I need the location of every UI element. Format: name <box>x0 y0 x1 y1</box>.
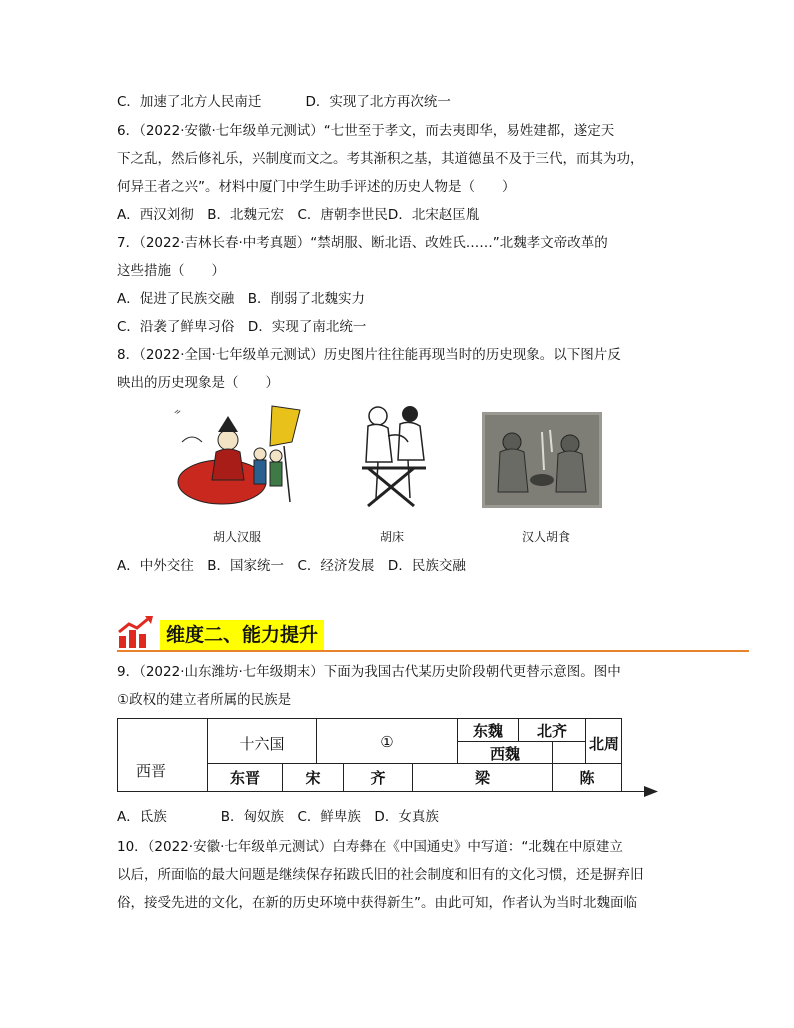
svg-text:ᨀ: ᨀ <box>174 407 182 417</box>
q8-caption-3: 汉人胡食 <box>522 530 571 544</box>
rising-chart-icon <box>117 614 155 650</box>
q7-options-cd: C．沿袭了鲜卑习俗 D．实现了南北统一 <box>117 319 367 335</box>
q10-stem-line2: 以后，所面临的最大问题是继续保存拓跋氏旧的社会制度和旧有的文化习惯，还是摒弃旧 <box>117 867 644 883</box>
label-dongwei: 东魏 <box>472 722 503 740</box>
q8-options: A．中外交往 B．国家统一 C．经济发展 D．民族交融 <box>117 558 466 574</box>
han-people-hu-food-picture <box>482 412 602 508</box>
section-divider <box>117 650 749 652</box>
q5-options <box>117 93 451 111</box>
label-song: 宋 <box>305 769 321 787</box>
q9-stem-line2: ①政权的建立者所属的民族是 <box>117 692 292 708</box>
q5-option-c: C．加速了北方人民南迁 <box>117 94 262 110</box>
timeline-axis <box>117 791 647 792</box>
q6-options: A．西汉刘彻 B．北魏元宏 C．唐朝李世民D．北宋赵匡胤 <box>117 207 480 223</box>
label-chen: 陈 <box>579 769 595 787</box>
label-dongjin: 东晋 <box>229 769 260 787</box>
q8-stem-line1: 8．（2022·全国·七年级单元测试）历史图片往往能再现当时的历史现象。以下图片反 <box>117 347 621 363</box>
q10-stem-line1: 10．（2022·安徽·七年级单元测试）白寿彝在《中国通史》中写道：“北魏在中原建立 <box>117 839 623 855</box>
label-xiwei: 西魏 <box>489 745 520 763</box>
q9-stem-line1: 9．（2022·山东潍坊·七年级期末）下面为我国古代某历史阶段朝代更替示意图。图中 <box>117 664 621 680</box>
label-beizhou: 北周 <box>588 735 619 753</box>
label-beiqi: 北齐 <box>536 722 567 740</box>
q8-caption-1: 胡人汉服 <box>213 530 262 544</box>
q5-option-d: D．实现了北方再次统一 <box>305 94 451 110</box>
q6-stem-line1: 6．（2022·安徽·七年级单元测试）“七世至于孝文，而去夷即华，易姓建都，遂定天 <box>117 123 615 139</box>
q6-stem-line2: 下之乱，然后修礼乐，兴制度而文之。考其渐积之基，其道德虽不及于三代，而其为功， <box>117 151 644 167</box>
section-title: 维度二、能力提升 <box>160 620 324 650</box>
label-liang: 梁 <box>474 769 490 787</box>
label-shiliuguo: 十六国 <box>239 735 285 753</box>
q8-stem-line2: 映出的历史现象是（ ） <box>117 375 279 391</box>
arrow-right-icon <box>644 786 658 797</box>
label-xijin: 西晋 <box>135 762 166 780</box>
q6-stem-line3: 何异王者之兴”。材料中厦门中学生助手评述的历史人物是（ ） <box>117 179 516 195</box>
q10-stem-line3: 俗，接受先进的文化，在新的历史环境中获得新生”。由此可知，作者认为当时北魏面临 <box>117 895 637 911</box>
q8-caption-2: 胡床 <box>380 530 405 544</box>
label-circle1: ① <box>380 733 394 751</box>
label-qi: 齐 <box>370 769 386 787</box>
q7-stem-line2: 这些措施（ ） <box>117 263 225 279</box>
q7-options-ab: A．促进了民族交融 B．削弱了北魏实力 <box>117 291 365 307</box>
q7-stem-line1: 7．（2022·吉林长春·中考真题）“禁胡服、断北语、改姓氏……”北魏孝文帝改革的 <box>117 235 608 251</box>
hu-people-han-clothing-picture <box>172 402 322 512</box>
q9-options: A．氐族 B．匈奴族 C．鲜卑族 D．女真族 <box>117 809 439 825</box>
hu-bed-picture <box>348 402 440 510</box>
